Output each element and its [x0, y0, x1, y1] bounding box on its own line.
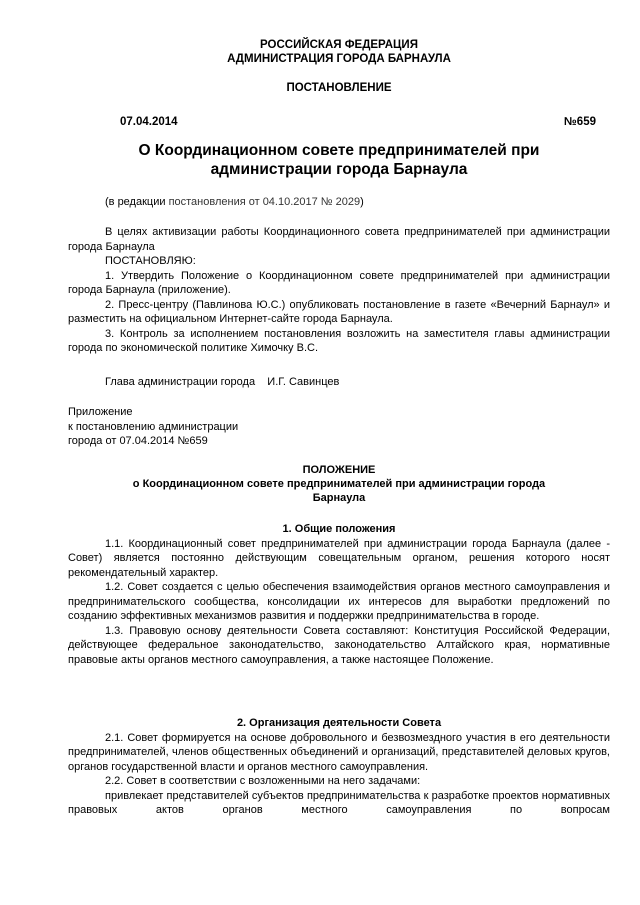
redaction-note: [105, 196, 364, 208]
preamble-paragraph: В целях активизации работы Координационного совета предпринимателей при администрации города Барнаула: [68, 226, 610, 253]
document-number: №659: [563, 116, 596, 128]
title-line-1: О Координационном совете предпринимателей при: [138, 142, 540, 159]
document-title: [68, 141, 610, 179]
preamble: [68, 225, 610, 356]
section-1-heading: 1. Общие положения: [282, 523, 396, 535]
section-2: [68, 716, 610, 818]
document-type: ПОСТАНОВЛЕНИЕ: [286, 82, 392, 94]
header-country: РОССИЙСКАЯ ФЕДЕРАЦИЯ: [260, 39, 418, 51]
paragraph-1-1: 1.1. Координационный совет предпринимателей при администрации города Барнаула (далее - Совет) является постоянно действующим совещательным органом, решения которого носят рекомендательный характер.: [68, 537, 610, 579]
redaction-suffix: ): [360, 196, 364, 208]
resolution-item-2: 2. Пресс-центру (Павлинова Ю.С.) опубликовать постановление в газете «Вечерний Барнаул» и разместить на официальном Интернет-сайте города Барнаула.: [68, 298, 610, 325]
paragraph-1-3: 1.3. Правовую основу деятельности Совета составляют: Конституция Российской Федерации, действующее федеральное законодательство, законодательство Алтайского края, нормативные правовые акты органов местного самоуправления, а также настоящее Положение.: [68, 624, 610, 666]
title-line-2: администрации города Барнаула: [210, 161, 468, 178]
header-administration: АДМИНИСТРАЦИЯ ГОРОДА БАРНАУЛА: [227, 53, 451, 65]
regulation-title: [68, 463, 610, 505]
regulation-heading: ПОЛОЖЕНИЕ: [302, 464, 376, 476]
paragraph-2-1: 2.1. Совет формируется на основе добровольного и безвозмездного участия в его деятельности предпринимателей, членов общественных объединений и организаций, представителей деловых кругов, органов государственной власти и органов местного самоуправления.: [68, 731, 610, 773]
redaction-prefix: (в редакции: [105, 196, 166, 208]
resolution-item-1: 1. Утвердить Положение о Координационном совете предпринимателей при администрации города Барнаула (приложение).: [68, 269, 610, 296]
signature-line: Глава администрации города И.Г. Савинцев: [105, 376, 340, 388]
appendix-line-1: Приложение: [68, 406, 133, 418]
regulation-subtitle-1: о Координационном совете предпринимателей при администрации города: [132, 478, 546, 490]
paragraph-2-2-item: привлекает представителей субъектов предпринимательства к разработке проектов нормативных правовых актов органов местного самоуправления по вопросам: [68, 789, 610, 816]
resolution-word: ПОСТАНОВЛЯЮ:: [105, 255, 196, 267]
appendix-label: [68, 405, 238, 449]
document-header: [68, 38, 610, 66]
section-1: [68, 522, 610, 667]
redaction-link[interactable]: постановления от 04.10.2017 № 2029: [168, 196, 361, 208]
regulation-subtitle-2: Барнаула: [312, 492, 366, 504]
document-date: 07.04.2014: [120, 116, 178, 128]
appendix-line-2: к постановлению администрации: [68, 420, 239, 433]
section-2-heading: 2. Организация деятельности Совета: [236, 717, 442, 729]
paragraph-1-2: 1.2. Совет создается с целью обеспечения взаимодействия органов местного самоуправления и предпринимательского сообщества, консолидации их интересов для выработки предложений по созданию эффективных механизмов развития и поддержки предпринимательства в городе.: [68, 581, 610, 622]
appendix-line-3: города от 07.04.2014 №659: [68, 435, 208, 447]
paragraph-2-2: 2.2. Совет в соответствии с возложенными на него задачами:: [105, 775, 421, 787]
resolution-item-3: 3. Контроль за исполнением постановления возложить на заместителя главы администрации города по экономической политике Химочку В.С.: [68, 327, 610, 354]
